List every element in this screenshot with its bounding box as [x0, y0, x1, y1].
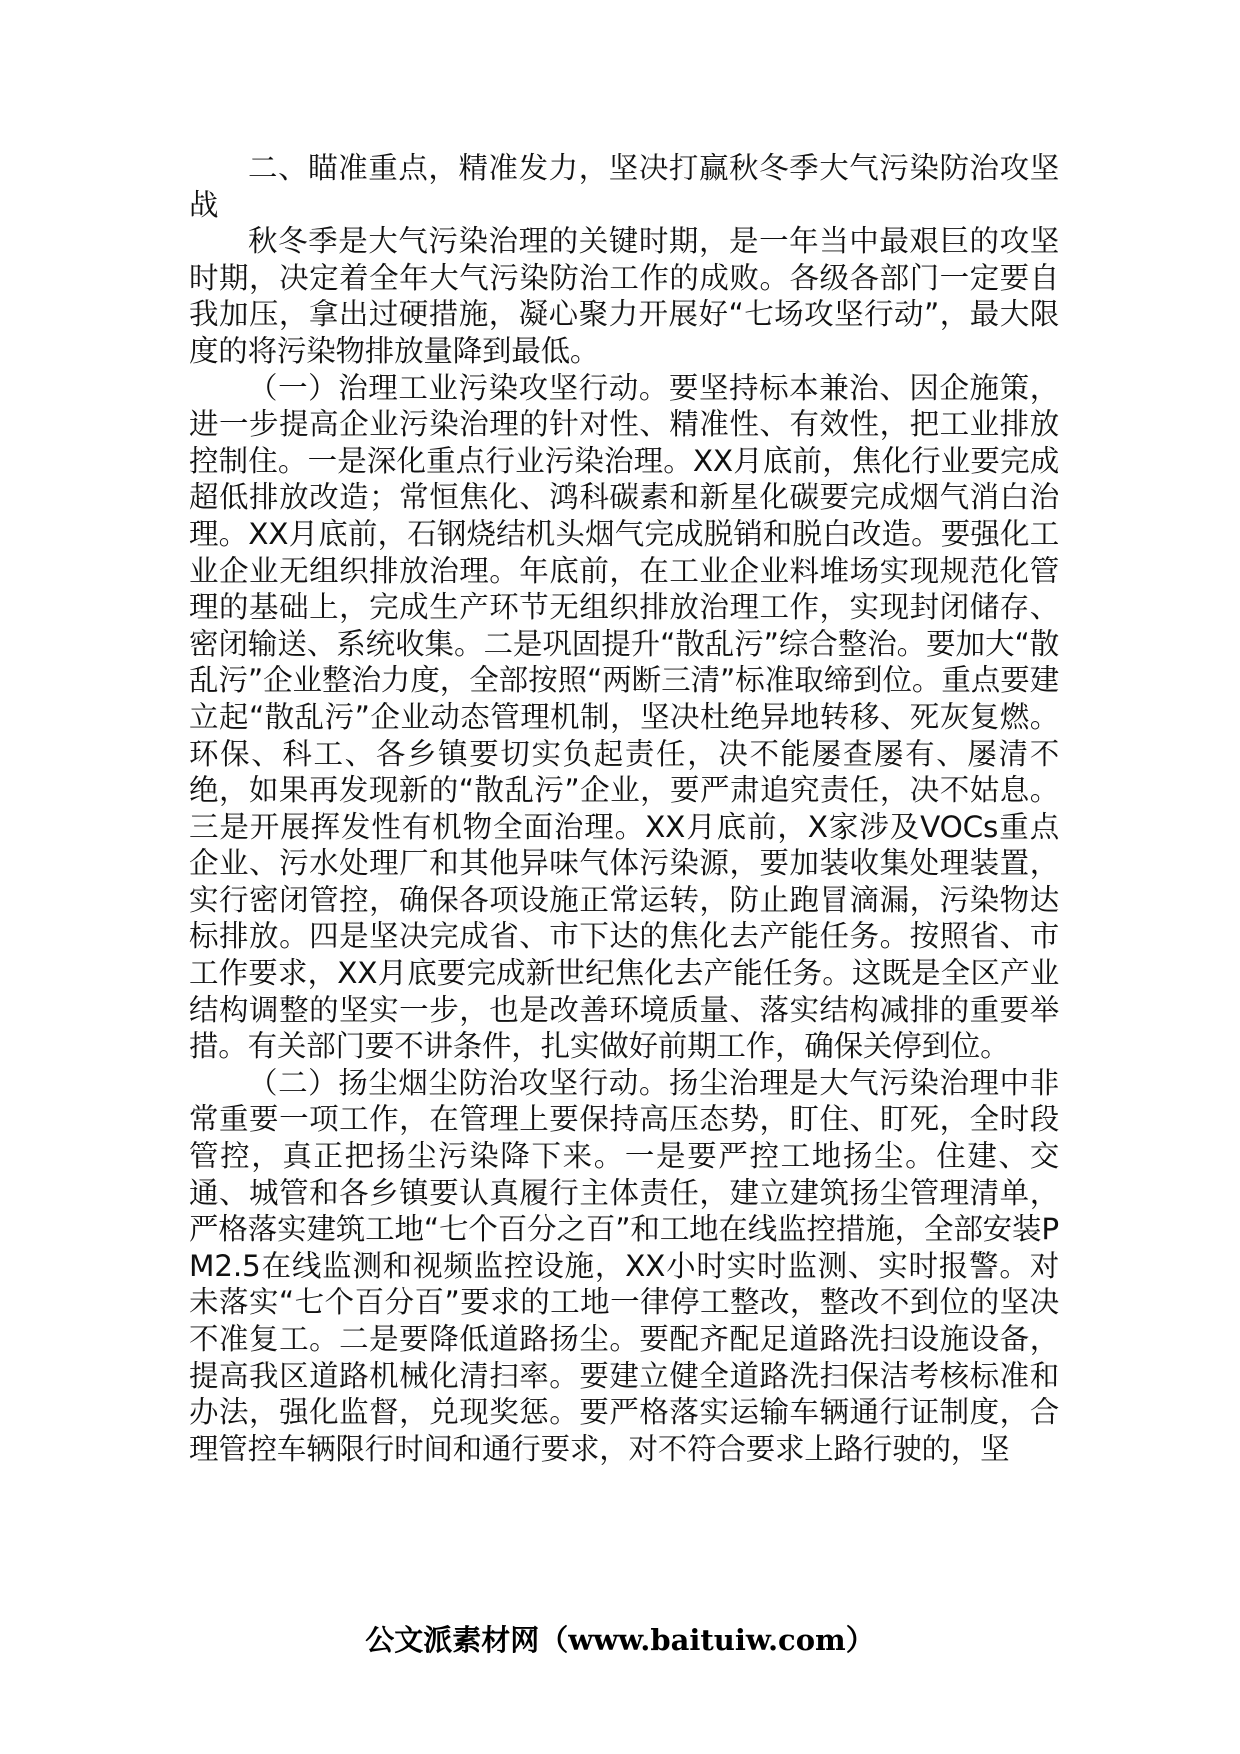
- footer-watermark: 公文派素材网（www.baituiw.com）: [365, 1623, 875, 1657]
- section-heading: 二、瞄准重点，精准发力，坚决打赢秋冬季大气污染防治攻坚战: [189, 151, 1059, 222]
- industrial-pollution-paragraph: （一）治理工业污染攻坚行动。要坚持标本兼治、因企施策，进一步提高企业污染治理的针对性、精准性、有效性，把工业排放控制住。一是深化重点行业污染治理。XX月底前，焦化行业要完成超低排放改造；常恒焦化、鸿科碳素和新星化碳要完成烟气消白治理。XX月底前，石钢烧结机头烟气完成脱销和脱白改造。要强化工业企业无组织排放治理。年底前，在工业企业料堆场实现规范化管理的基础上，完成生产环节无组织排放治理工作，实现封闭储存、密闭输送、系统收集。二是巩固提升“散乱污”综合整治。要加大“散乱污”企业整治力度，全部按照“两断三清”标准取缔到位。重点要建立起“散乱污”企业动态管理机制，坚决杜绝异地转移、死灰复燃。环保、科工、各乡镇要切实负起责任，决不能屡查屡有、屡清不绝，如果再发现新的“散乱污”企业，要严肃追究责任，决不姑息。三是开展挥发性有机物全面治理。XX月底前，X家涉及VOCs重点企业、污水处理厂和其他异味气体污染源，要加装收集处理装置，实行密闭管控，确保各项设施正常运转，防止跑冒滴漏，污染物达标排放。四是坚决完成省、市下达的焦化去产能任务。按照省、市工作要求，XX月底要完成新世纪焦化去产能任务。这既是全区产业结构调整的坚实一步，也是改善环境质量、落实结构减排的重要举措。有关部门要不讲条件，扎实做好前期工作，确保关停到位。: [189, 370, 1059, 1064]
- intro-paragraph: 秋冬季是大气污染治理的关键时期，是一年当中最艰巨的攻坚时期，决定着全年大气污染防治工作的成败。各级各部门一定要自我加压，拿出过硬措施，凝心聚力开展好“七场攻坚行动”，最大限度的将污染物排放量降到最低。: [189, 224, 1059, 368]
- document-body: [189, 150, 1059, 1467]
- dust-control-paragraph: （二）扬尘烟尘防治攻坚行动。扬尘治理是大气污染治理中非常重要一项工作，在管理上要保持高压态势，盯住、盯死，全时段管控，真正把扬尘污染降下来。一是要严控工地扬尘。住建、交通、城管和各乡镇要认真履行主体责任，建立建筑扬尘管理清单，严格落实建筑工地“七个百分之百”和工地在线监控措施，全部安装PM2.5在线监测和视频监控设施，XX小时实时监测、实时报警。对未落实“七个百分百”要求的工地一律停工整改，整改不到位的坚决不准复工。二是要降低道路扬尘。要配齐配足道路洗扫设施设备，提高我区道路机械化清扫率。要建立健全道路洗扫保洁考核标准和办法，强化监督，兑现奖惩。要严格落实运输车辆通行证制度，合理管控车辆限行时间和通行要求，对不符合要求上路行驶的，坚: [189, 1065, 1059, 1466]
